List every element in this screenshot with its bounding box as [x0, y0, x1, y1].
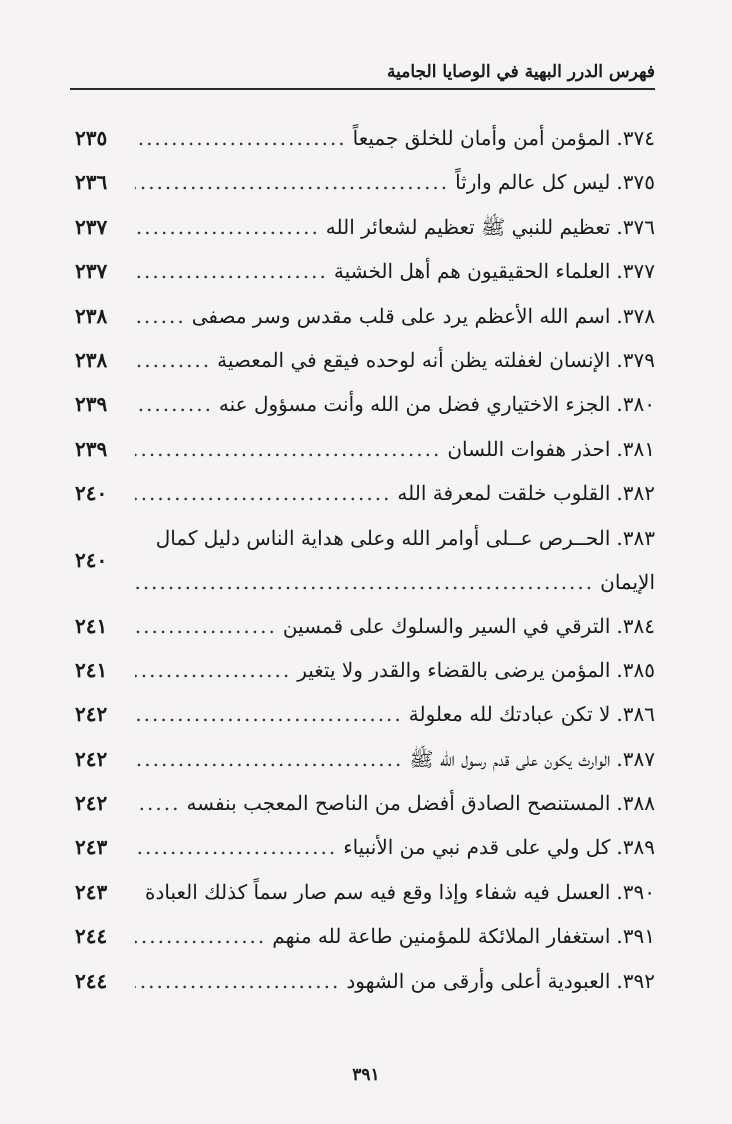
leader-dots — [135, 215, 320, 239]
entry-title: الوارث يكون على قدم رسول الله ﷺ — [409, 746, 611, 771]
toc-entry — [75, 429, 655, 473]
entry-title: الحــرص عــلى أوامر الله وعلى هداية الناس دليل كمال — [155, 525, 611, 550]
entry-number: ٣٧٩. — [616, 347, 655, 372]
entry-page: ٢٣٨ — [75, 303, 108, 328]
toc-entry — [75, 207, 655, 251]
toc-entry — [75, 473, 655, 517]
toc-entry — [75, 251, 655, 295]
entry-number: ٣٨٥. — [616, 657, 655, 682]
toc-entry — [75, 118, 655, 162]
entry-number: ٣٨٦. — [616, 702, 655, 727]
toc-entry — [75, 606, 655, 650]
entry-number: ٣٧٧. — [616, 259, 655, 284]
header-title: فهرس الدرر البهية في الوصايا الجامية — [387, 62, 655, 82]
leader-dots — [135, 791, 180, 815]
entry-number: ٣٨١. — [616, 436, 655, 461]
entry-title: المؤمن يرضى بالقضاء والقدر ولا يتغير — [297, 657, 611, 682]
entry-page: ٢٤٢ — [75, 702, 108, 727]
entry-page: ٢٣٧ — [75, 214, 108, 239]
toc-entry — [75, 872, 655, 916]
leader-dots — [135, 702, 403, 726]
entry-page: ٢٤١ — [75, 613, 108, 638]
entry-title: كل ولي على قدم نبي من الأنبياء — [343, 835, 611, 860]
entry-number: ٣٨٣. — [616, 525, 655, 550]
entry-page: ٢٤٠ — [75, 481, 108, 506]
entry-page: ٢٣٨ — [75, 347, 108, 372]
entry-page: ٢٣٧ — [75, 259, 108, 284]
leader-dots — [135, 126, 347, 150]
toc-entry — [75, 694, 655, 738]
leader-dots — [135, 437, 441, 461]
entry-page: ٢٣٦ — [75, 170, 108, 195]
leader-dots — [135, 835, 337, 859]
entry-title-continuation: الإيمان — [600, 569, 655, 594]
entry-title: الإنسان لغفلته يظن أنه لوحده فيقع في المعصية — [217, 347, 611, 372]
entry-number: ٣٨٢. — [616, 481, 655, 506]
toc-entry — [75, 739, 655, 783]
entry-number: ٣٧٦. — [616, 214, 655, 239]
entry-page: ٢٤٢ — [75, 746, 108, 771]
entry-number: ٣٨٤. — [616, 613, 655, 638]
toc-entry — [75, 384, 655, 428]
entry-title: لا تكن عبادتك لله معلولة — [408, 702, 611, 727]
table-of-contents — [75, 118, 655, 1005]
entry-title: استغفار الملائكة للمؤمنين طاعة لله منهم — [272, 924, 611, 949]
running-header — [70, 60, 655, 90]
toc-entry — [75, 961, 655, 1005]
entry-number: ٣٩٢. — [616, 968, 655, 993]
toc-entry — [75, 827, 655, 871]
entry-title: تعظيم للنبي ﷺ تعظيم لشعائر الله — [325, 214, 611, 239]
leader-dots — [135, 481, 391, 505]
leader-dots — [135, 614, 277, 638]
entry-title: القلوب خلقت لمعرفة الله — [397, 481, 611, 506]
entry-title: ليس كل عالم وارثاً — [455, 170, 611, 195]
entry-number: ٣٨٧. — [616, 746, 655, 771]
toc-entry — [75, 916, 655, 960]
entry-title: المستنصح الصادق أفضل من الناصح المعجب بنفسه — [186, 791, 611, 816]
leader-dots — [135, 392, 213, 416]
leader-dots — [135, 880, 139, 904]
entry-page: ٢٣٩ — [75, 392, 108, 417]
leader-dots — [135, 747, 403, 771]
entry-page: ٢٤٠ — [75, 547, 108, 572]
page-number: ٣٩١ — [352, 1065, 380, 1085]
leader-dots — [135, 170, 449, 194]
entry-title: اسم الله الأعظم يرد على قلب مقدس وسر مصفى — [191, 303, 611, 328]
entry-page: ٢٤١ — [75, 657, 108, 682]
leader-dots — [135, 304, 186, 328]
entry-page: ٢٤٤ — [75, 924, 108, 949]
toc-entry — [75, 340, 655, 384]
toc-entry — [75, 296, 655, 340]
entry-number: ٣٩٠. — [616, 879, 655, 904]
leader-dots — [135, 570, 594, 594]
leader-dots — [135, 658, 291, 682]
entry-number: ٣٧٥. — [616, 170, 655, 195]
entry-page: ٢٣٥ — [75, 126, 108, 150]
entry-title: العبودية أعلى وأرقى من الشهود — [346, 968, 611, 993]
leader-dots — [135, 348, 211, 372]
entry-number: ٣٧٨. — [616, 303, 655, 328]
toc-entry — [75, 783, 655, 827]
entry-page: ٢٣٩ — [75, 436, 108, 461]
entry-number: ٣٨٩. — [616, 835, 655, 860]
entry-page: ٢٤٢ — [75, 791, 108, 816]
toc-entry — [75, 518, 655, 606]
leader-dots — [135, 969, 340, 993]
entry-title: احذر هفوات اللسان — [447, 436, 611, 461]
entry-number: ٣٩١. — [616, 924, 655, 949]
entry-title: المؤمن أمن وأمان للخلق جميعاً — [352, 126, 611, 150]
entry-page: ٢٤٣ — [75, 835, 108, 860]
leader-dots — [135, 924, 266, 948]
leader-dots — [135, 259, 328, 283]
header-rule — [70, 88, 655, 90]
entry-title: الترقي في السير والسلوك على قمسين — [282, 613, 611, 638]
entry-title: الجزء الاختياري فضل من الله وأنت مسؤول عنه — [218, 392, 611, 417]
entry-page: ٢٤٣ — [75, 879, 108, 904]
toc-entry — [75, 650, 655, 694]
entry-title: العسل فيه شفاء وإذا وقع فيه سم صار سماً كذلك العبادة — [144, 879, 611, 904]
entry-number: ٣٨٨. — [616, 791, 655, 816]
entry-number: ٣٨٠. — [616, 392, 655, 417]
entry-page: ٢٤٤ — [75, 968, 108, 993]
entry-title: العلماء الحقيقيون هم أهل الخشية — [333, 259, 611, 284]
toc-entry — [75, 162, 655, 206]
entry-number: ٣٧٤. — [616, 126, 655, 150]
